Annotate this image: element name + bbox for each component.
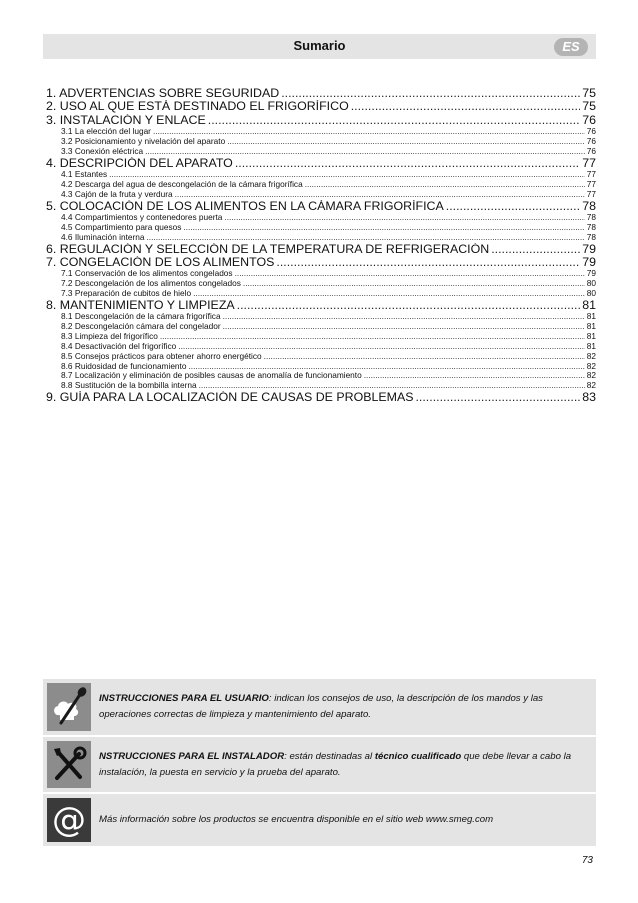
toc-entry-label: 4.3 Cajón de la fruta y verdura <box>61 189 173 199</box>
toc-entry-label: 8.7 Localización y eliminación de posibles causas de anomalía de funcionamiento <box>61 371 362 381</box>
toc-entry-label: 4.2 Descarga del agua de descongelación de la cámara frigorífica <box>61 179 303 189</box>
toc-entry-page: 76 <box>586 136 596 146</box>
toc-subsection-entry <box>46 180 596 190</box>
installer-instructions-heading: NSTRUCCIONES PARA EL INSTALADOR <box>99 750 285 762</box>
toc-entry-label: 4.1 Estantes <box>61 169 108 179</box>
toc-leader-dots <box>264 352 585 362</box>
toc-subsection-entry <box>46 371 596 381</box>
toc-entry-page: 77 <box>586 189 596 199</box>
toc-subsection-entry <box>46 269 596 279</box>
toc-entry-label: 7.1 Conservación de los alimentos congelados <box>61 269 233 279</box>
toc-leader-dots <box>227 137 585 147</box>
toc-leader-dots <box>208 114 580 127</box>
qualified-technician-label: técnico cualificado <box>374 750 462 762</box>
toc-entry-page: 78 <box>586 232 596 242</box>
website-info-text: Más información sobre los productos se encuentra disponible en el sitio web www.smeg.com <box>99 814 494 825</box>
toc-entry-page: 78 <box>586 212 596 222</box>
toc-entry-page: 77 <box>586 169 596 179</box>
toc-entry-page: 82 <box>586 361 596 371</box>
toc-subsection-entry <box>46 190 596 200</box>
toc-entry-label: 4.4 Compartimientos y contenedores puerta <box>61 212 223 222</box>
toc-leader-dots <box>243 279 585 289</box>
toc-subsection-entry <box>46 213 596 223</box>
toc-entry-label: 8.5 Consejos prácticos para obtener ahorro energético <box>61 351 262 361</box>
toc-leader-dots <box>235 269 585 279</box>
toc-entry-label: 3.2 Posicionamiento y nivelación del aparato <box>61 136 226 146</box>
toc-entry-label: 7.2 Descongelación de los alimentos congelados <box>61 278 241 288</box>
installer-instructions-text <box>99 737 590 792</box>
toc-section-entry <box>46 200 596 213</box>
toc-entry-label: 8.3 Limpieza del frigorífico <box>61 331 158 341</box>
toc-subsection-entry <box>46 147 596 157</box>
toc-entry-label: 7.3 Preparación de cubitos de hielo <box>61 288 192 298</box>
toc-entry-page: 79 <box>582 255 596 269</box>
toc-entry-page: 81 <box>586 331 596 341</box>
toc-leader-dots <box>199 381 585 391</box>
page-header <box>43 34 596 59</box>
toc-entry-label: 3.1 La elección del lugar <box>61 126 151 136</box>
language-badge: ES <box>554 38 588 56</box>
website-info-note <box>43 794 596 846</box>
toc-section-entry <box>46 157 596 170</box>
toc-entry-page: 77 <box>582 156 596 170</box>
tools-icon <box>47 741 91 788</box>
toc-entry-page: 79 <box>586 269 596 279</box>
toc-subsection-entry <box>46 127 596 137</box>
toc-entry-page: 81 <box>586 341 596 351</box>
toc-entry-label: 4.6 Iluminación interna <box>61 232 145 242</box>
toc-subsection-entry <box>46 322 596 332</box>
toc-leader-dots <box>178 342 584 352</box>
toc-leader-dots <box>188 362 584 372</box>
toc-entry-page: 75 <box>582 87 596 100</box>
toc-subsection-entry <box>46 137 596 147</box>
toc-entry-label: 8. MANTENIMIENTO Y LIMPIEZA <box>46 298 235 312</box>
user-instructions-body: : indican los consejos de uso, la descripción de los mandos y las operaciones correctas de limpieza y mantenimiento del aparato. <box>99 693 543 720</box>
toc-leader-dots <box>276 256 580 269</box>
toc-leader-dots <box>351 100 580 113</box>
toc-leader-dots <box>281 87 580 100</box>
toc-leader-dots <box>237 299 581 312</box>
toc-entry-label: 3.3 Conexión eléctrica <box>61 146 144 156</box>
toc-leader-dots <box>145 147 585 157</box>
toc-section-entry <box>46 256 596 269</box>
toc-entry-label: 4.5 Compartimiento para quesos <box>61 222 182 232</box>
toc-leader-dots <box>446 200 580 213</box>
toc-subsection-entry <box>46 381 596 391</box>
toc-entry-label: 7. CONGELACIÓN DE LOS ALIMENTOS <box>46 255 275 269</box>
toc-leader-dots <box>235 157 580 170</box>
toc-leader-dots <box>109 170 585 180</box>
toc-entry-page: 82 <box>586 351 596 361</box>
toc-entry-label: 8.8 Sustitución de la bombilla interna <box>61 381 197 391</box>
toc-entry-label: 5. COLOCACIÓN DE LOS ALIMENTOS EN LA CÁMARA FRIGORÍFICA <box>46 199 444 213</box>
toc-leader-dots <box>305 180 585 190</box>
toc-leader-dots <box>183 223 584 233</box>
toc-entry-page: 78 <box>586 222 596 232</box>
toc-entry-label: 8.2 Descongelación cámara del congelador <box>61 321 221 331</box>
toc-section-entry <box>46 114 596 127</box>
installer-instructions-note <box>43 737 596 792</box>
toc-subsection-entry <box>46 233 596 243</box>
toc-subsection-entry <box>46 342 596 352</box>
toc-subsection-entry <box>46 223 596 233</box>
toc-leader-dots <box>364 371 585 381</box>
toc-entry-label: 8.4 Desactivación del frigorífico <box>61 341 177 351</box>
toc-leader-dots <box>175 190 585 200</box>
at-sign-icon: @ <box>47 798 91 842</box>
table-of-contents <box>46 87 596 404</box>
toc-subsection-entry <box>46 170 596 180</box>
toc-entry-page: 77 <box>586 179 596 189</box>
toc-subsection-entry <box>46 289 596 299</box>
user-instructions-heading: INSTRUCCIONES PARA EL USUARIO <box>99 693 269 704</box>
toc-leader-dots <box>223 312 585 322</box>
installer-text-part2: que debe llevar a cabo la instalación, la puesta en servicio y la prueba del aparato. <box>99 750 572 778</box>
page-title: Sumario <box>293 38 346 53</box>
toc-entry-page: 83 <box>582 391 596 405</box>
toc-leader-dots <box>223 322 585 332</box>
toc-entry-page: 76 <box>586 146 596 156</box>
toc-entry-page: 80 <box>586 278 596 288</box>
toc-leader-dots <box>193 289 585 299</box>
toc-entry-label: 2. USO AL QUE ESTÁ DESTINADO EL FRIGORÍFICO <box>46 100 349 114</box>
toc-subsection-entry <box>46 352 596 362</box>
toc-leader-dots <box>146 233 584 243</box>
toc-entry-label: 8.6 Ruidosidad de funcionamiento <box>61 361 187 371</box>
toc-entry-page: 75 <box>582 100 596 114</box>
toc-entry-page: 76 <box>582 113 596 127</box>
user-instructions-note <box>43 679 596 735</box>
toc-leader-dots <box>224 213 584 223</box>
toc-leader-dots <box>153 127 585 137</box>
toc-entry-page: 76 <box>586 126 596 136</box>
toc-entry-label: 8.1 Descongelación de la cámara frigorífica <box>61 312 221 322</box>
installer-text-part1: : están destinadas al <box>284 750 375 762</box>
toc-section-entry <box>46 243 596 256</box>
toc-section-entry <box>46 100 596 113</box>
toc-subsection-entry <box>46 332 596 342</box>
toc-entry-page: 81 <box>586 312 596 322</box>
toc-entry-label: 3. INSTALACIÓN Y ENLACE <box>46 113 206 127</box>
toc-entry-page: 81 <box>586 321 596 331</box>
toc-subsection-entry <box>46 312 596 322</box>
toc-subsection-entry <box>46 279 596 289</box>
toc-leader-dots <box>491 243 580 256</box>
toc-subsection-entry <box>46 362 596 372</box>
toc-entry-label: 4. DESCRIPCIÓN DEL APARATO <box>46 156 233 170</box>
toc-entry-label: 1. ADVERTENCIAS SOBRE SEGURIDAD <box>46 87 280 100</box>
toc-entry-page: 81 <box>582 298 596 312</box>
toc-entry-page: 80 <box>586 288 596 298</box>
chef-spoon-icon <box>47 683 91 731</box>
toc-entry-label: 9. GUÍA PARA LA LOCALIZACIÓN DE CAUSAS DE PROBLEMAS <box>46 391 414 405</box>
toc-leader-dots <box>415 391 580 404</box>
page-number: 73 <box>581 855 593 866</box>
toc-entry-page: 78 <box>582 199 596 213</box>
toc-entry-page: 79 <box>582 242 596 256</box>
toc-entry-page: 82 <box>586 381 596 391</box>
toc-entry-page: 82 <box>586 371 596 381</box>
toc-entry-label: 6. REGULACIÓN Y SELECCIÓN DE LA TEMPERATURA DE REFRIGERACIÓN <box>46 242 490 256</box>
toc-section-entry <box>46 391 596 404</box>
toc-section-entry <box>46 299 596 312</box>
user-instructions-text <box>99 679 590 735</box>
toc-section-entry <box>46 87 596 100</box>
toc-leader-dots <box>160 332 585 342</box>
